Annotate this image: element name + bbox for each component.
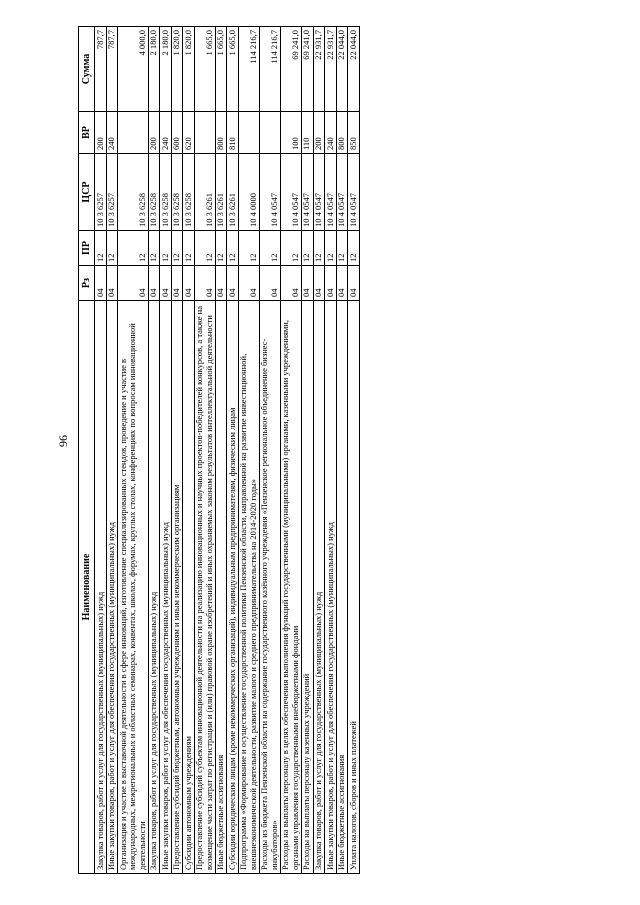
cell-csr: 10 3 6258 (171, 154, 183, 231)
header-name: Наименование (79, 301, 95, 874)
cell-name: Иные закупки товаров, работ и услуг для обеспечения государственных (муниципальных) нужд (106, 301, 118, 874)
cell-rz: 04 (227, 266, 239, 301)
cell-pr: 12 (171, 231, 183, 266)
cell-name: Расходы на выплаты персоналу в целях обеспечения выполнения функций государственными (муниципальными) органами, казенными учреждениями, органами управления государственными внебюджетными фондами (280, 301, 301, 874)
cell-rz: 04 (171, 266, 183, 301)
cell-sum: 1 665,0 (194, 27, 215, 112)
header-pr: ПР (79, 231, 95, 266)
cell-csr: 10 4 0547 (348, 154, 360, 231)
cell-rz: 04 (301, 266, 313, 301)
cell-pr: 12 (238, 231, 259, 266)
cell-name: Иные закупки товаров, работ и услуг для обеспечения государственных (муниципальных) нужд (160, 301, 172, 874)
cell-rz: 04 (215, 266, 227, 301)
cell-csr: 10 3 6261 (194, 154, 215, 231)
cell-vr (118, 112, 149, 154)
cell-vr: 240 (160, 112, 172, 154)
cell-sum: 22 044,0 (348, 27, 360, 112)
cell-pr: 12 (194, 231, 215, 266)
cell-pr: 12 (227, 231, 239, 266)
cell-rz: 04 (280, 266, 301, 301)
table-row (348, 27, 360, 874)
cell-csr: 10 3 6257 (106, 154, 118, 231)
cell-csr: 10 4 0000 (238, 154, 259, 231)
cell-name: Закупка товаров, работ и услуг для государственных (муниципальных) нужд (95, 301, 107, 874)
cell-vr: 200 (313, 112, 325, 154)
cell-rz: 04 (183, 266, 195, 301)
table-row (194, 27, 215, 874)
cell-rz: 04 (106, 266, 118, 301)
cell-rz: 04 (160, 266, 172, 301)
table-header-row (79, 27, 95, 874)
cell-csr: 10 4 0547 (325, 154, 337, 231)
cell-sum: 1 820,0 (183, 27, 195, 112)
cell-sum: 1 820,0 (171, 27, 183, 112)
cell-name: Иные бюджетные ассигнования (336, 301, 348, 874)
cell-pr: 12 (148, 231, 160, 266)
cell-vr: 800 (336, 112, 348, 154)
cell-name: Иные закупки товаров, работ и услуг для обеспечения государственных (муниципальных) нужд (325, 301, 337, 874)
cell-vr: 800 (215, 112, 227, 154)
cell-sum: 4 000,0 (118, 27, 149, 112)
header-rz: Рз (79, 266, 95, 301)
cell-pr: 12 (325, 231, 337, 266)
cell-pr: 12 (280, 231, 301, 266)
cell-sum: 114 216,7 (238, 27, 259, 112)
table-row (301, 27, 313, 874)
cell-vr (194, 112, 215, 154)
cell-pr: 12 (259, 231, 280, 266)
cell-vr: 620 (183, 112, 195, 154)
cell-pr: 12 (348, 231, 360, 266)
budget-table (78, 26, 360, 874)
cell-csr: 10 3 6257 (95, 154, 107, 231)
cell-name: Уплата налогов, сборов и иных платежей (348, 301, 360, 874)
header-csr: ЦСР (79, 154, 95, 231)
table-row (106, 27, 118, 874)
cell-rz: 04 (313, 266, 325, 301)
table-row (183, 27, 195, 874)
cell-vr: 850 (348, 112, 360, 154)
cell-vr: 200 (148, 112, 160, 154)
rotated-page-content (78, 27, 360, 874)
cell-rz: 04 (259, 266, 280, 301)
cell-sum: 1 665,0 (227, 27, 239, 112)
cell-name: Закупка товаров, работ и услуг для государственных (муниципальных) нужд (148, 301, 160, 874)
table-row (148, 27, 160, 874)
cell-sum: 22 931,7 (325, 27, 337, 112)
table-body (95, 27, 359, 874)
cell-pr: 12 (106, 231, 118, 266)
cell-pr: 12 (301, 231, 313, 266)
cell-name: Расходы из бюджета Пензенской области на содержание государственного казённого учреждения «Пензенское региональное объединение бизнес-инкубаторов» (259, 301, 280, 874)
cell-vr: 100 (280, 112, 301, 154)
cell-csr: 10 3 6261 (215, 154, 227, 231)
cell-sum: 1 665,0 (215, 27, 227, 112)
cell-name: Субсидии юридическим лицам (кроме некоммерческих организаций), индивидуальным предпринимателям, физическим лицам (227, 301, 239, 874)
cell-csr: 10 3 6258 (118, 154, 149, 231)
cell-sum: 69 241,0 (280, 27, 301, 112)
header-sum: Сумма (79, 27, 95, 112)
table-row (313, 27, 325, 874)
table-row (325, 27, 337, 874)
cell-sum: 114 216,7 (259, 27, 280, 112)
cell-name: Подпрограмма «Формирование и осуществление государственной политики Пензенской области, направленной на развитие инвестиционной, внешнеэкономической деятельности, развитие малого и среднего предпринимательства на 2014-2020 годы» (238, 301, 259, 874)
page-number: 96 (56, 435, 70, 447)
header-vr: ВР (79, 112, 95, 154)
cell-rz: 04 (118, 266, 149, 301)
table-row (171, 27, 183, 874)
cell-csr: 10 4 0547 (336, 154, 348, 231)
cell-rz: 04 (336, 266, 348, 301)
cell-csr: 10 4 0547 (301, 154, 313, 231)
cell-csr: 10 3 6261 (227, 154, 239, 231)
cell-csr: 10 3 6258 (160, 154, 172, 231)
table-row (280, 27, 301, 874)
cell-name: Субсидии автономным учреждениям (183, 301, 195, 874)
cell-name: Расходы на выплаты персоналу казенных учреждений (301, 301, 313, 874)
cell-rz: 04 (238, 266, 259, 301)
cell-pr: 12 (183, 231, 195, 266)
cell-rz: 04 (348, 266, 360, 301)
cell-rz: 04 (148, 266, 160, 301)
cell-sum: 22 931,7 (313, 27, 325, 112)
cell-csr: 10 3 6258 (183, 154, 195, 231)
cell-pr: 12 (313, 231, 325, 266)
cell-name: Иные бюджетные ассигнования (215, 301, 227, 874)
cell-sum: 787,7 (106, 27, 118, 112)
cell-pr: 12 (215, 231, 227, 266)
cell-sum: 22 044,0 (336, 27, 348, 112)
cell-csr: 10 4 0547 (280, 154, 301, 231)
cell-vr: 240 (325, 112, 337, 154)
table-row (215, 27, 227, 874)
cell-pr: 12 (336, 231, 348, 266)
cell-vr: 110 (301, 112, 313, 154)
cell-pr: 12 (95, 231, 107, 266)
table-row (95, 27, 107, 874)
table-row (238, 27, 259, 874)
cell-vr (259, 112, 280, 154)
cell-sum: 2 180,0 (160, 27, 172, 112)
cell-vr: 200 (95, 112, 107, 154)
cell-sum: 69 241,0 (301, 27, 313, 112)
cell-pr: 12 (118, 231, 149, 266)
cell-csr: 10 3 6258 (148, 154, 160, 231)
cell-vr: 810 (227, 112, 239, 154)
table-row (259, 27, 280, 874)
cell-name: Предоставление субсидий бюджетным, автономным учреждениям и иным некоммерческим организациям (171, 301, 183, 874)
cell-name: Организация и участие в выставочной деятельности в сфере инноваций, изготовление специализированных стендов, проведение и участие в международных, межрегиональных и областных семинарах, конвентах, школах, форумах, круглых столах, конференциях по вопросам инновационной деятельности (118, 301, 149, 874)
cell-sum: 2 180,0 (148, 27, 160, 112)
cell-name: Предоставление субсидий субъектам инновационной деятельности на реализацию инновационных и научных проектов-победителей конкурсов, а также на возмещение части затрат по регистрации и (или) правовой охране изобретений и иных охраняемых законом результатов интеллектуальной деятельности (194, 301, 215, 874)
cell-rz: 04 (194, 266, 215, 301)
cell-rz: 04 (325, 266, 337, 301)
table-row (160, 27, 172, 874)
cell-name: Закупка товаров, работ и услуг для государственных (муниципальных) нужд (313, 301, 325, 874)
table-row (118, 27, 149, 874)
cell-csr: 10 4 0547 (259, 154, 280, 231)
cell-csr: 10 4 0547 (313, 154, 325, 231)
cell-vr: 600 (171, 112, 183, 154)
cell-vr: 240 (106, 112, 118, 154)
table-row (227, 27, 239, 874)
table-row (336, 27, 348, 874)
cell-vr (238, 112, 259, 154)
cell-rz: 04 (95, 266, 107, 301)
cell-sum: 787,7 (95, 27, 107, 112)
cell-pr: 12 (160, 231, 172, 266)
